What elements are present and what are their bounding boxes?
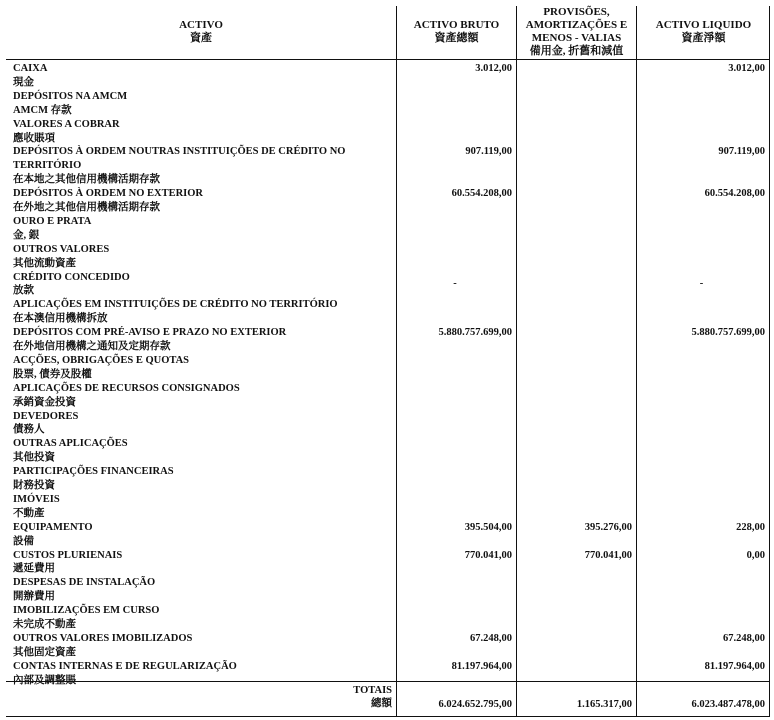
- row-label-zh: 金, 銀: [13, 229, 40, 241]
- totals-label-zh: 總額: [371, 698, 392, 709]
- row-label-zh: 其他流動資產: [13, 257, 76, 269]
- totals-provisoes: 1.165.317,00: [576, 699, 632, 710]
- header-liquido-zh: 資產淨額: [681, 32, 726, 44]
- row-label-pt: CONTAS INTERNAS E DE REGULARIZAÇÃO: [13, 660, 237, 672]
- header-rule: [6, 59, 770, 60]
- table-row: [13, 187, 393, 215]
- table-row: [13, 493, 393, 521]
- row-label-pt: CRÉDITO CONCEDIDO: [13, 271, 130, 283]
- cell-activo-bruto: 60.554.208,00: [451, 188, 512, 200]
- table-right-border: [769, 6, 770, 717]
- row-label-zh: 其他投資: [13, 452, 55, 464]
- header-prov-line2: AMORTIZAÇÕES E: [525, 19, 628, 31]
- row-label-pt: PARTICIPAÇÕES FINANCEIRAS: [13, 466, 174, 478]
- totals-label-pt: TOTAIS: [353, 685, 392, 696]
- table-bottom-border: [6, 716, 770, 717]
- row-label-pt: DEPÓSITOS À ORDEM NO EXTERIOR: [13, 188, 204, 200]
- header-bruto-pt: ACTIVO BRUTO: [413, 19, 500, 31]
- cell-activo-bruto: 67.248,00: [470, 632, 512, 644]
- table-row: [13, 145, 393, 187]
- table-row: [13, 298, 393, 326]
- row-label-zh: 在本地之其他信用機構活期存款: [13, 174, 160, 186]
- cell-activo-liquido: 60.554.208,00: [704, 188, 765, 200]
- header-prov-line1: PROVISÕES,: [543, 6, 610, 18]
- table-row: [13, 118, 393, 146]
- table-row: [13, 549, 393, 577]
- row-label-pt: OUTROS VALORES IMOBILIZADOS: [13, 632, 193, 644]
- header-prov-line3: MENOS - VALIAS: [531, 32, 622, 44]
- row-label-pt: APLICAÇÕES DE RECURSOS CONSIGNADOS: [13, 382, 240, 394]
- row-label-zh: 承銷資金投資: [13, 396, 76, 408]
- row-label-pt: VALORES A COBRAR: [13, 118, 120, 130]
- cell-activo-bruto: 5.880.757.699,00: [438, 327, 512, 339]
- header-activo: [6, 19, 396, 45]
- balance-sheet-table: [6, 6, 770, 717]
- table-row: [13, 576, 393, 604]
- row-label-zh: 在外地信用機構之通知及定期存款: [13, 341, 171, 352]
- totals-label: [296, 684, 392, 710]
- row-label-pt: OURO E PRATA: [13, 215, 92, 227]
- row-label-pt: IMÓVEIS: [13, 493, 60, 505]
- row-label-zh: 其他固定資產: [13, 646, 76, 658]
- cell-provisoes: 770.041,00: [584, 549, 632, 561]
- cell-activo-liquido: 67.248,00: [723, 632, 765, 644]
- table-row: [13, 62, 393, 90]
- table-row: [13, 354, 393, 382]
- row-label-pt: DEVEDORES: [13, 410, 79, 422]
- row-label-pt: CAIXA: [13, 63, 48, 74]
- row-label-zh: 現金: [13, 76, 34, 88]
- table-row: [13, 215, 393, 243]
- row-label-zh: 財務投資: [13, 480, 55, 491]
- row-label-pt: DESPESAS DE INSTALAÇÃO: [13, 577, 156, 589]
- header-provisoes: [517, 6, 636, 58]
- header-activo-zh: 資產: [190, 32, 212, 44]
- cell-activo-bruto: 395.504,00: [464, 521, 512, 533]
- header-bruto-zh: 資產總額: [434, 32, 479, 44]
- table-row: [13, 90, 393, 118]
- row-label-pt: EQUIPAMENTO: [13, 521, 93, 533]
- cell-activo-liquido: 5.880.757.699,00: [691, 327, 765, 339]
- row-label-zh: 在外地之其他信用機構活期存款: [13, 202, 160, 213]
- table-row: [13, 521, 393, 549]
- row-label-zh: 在本澳信用機構拆放: [13, 313, 108, 325]
- header-liquido: [637, 19, 770, 45]
- row-label-pt: DEPÓSITOS COM PRÉ-AVISO E PRAZO NO EXTERIOR: [13, 327, 287, 339]
- totals-bruto: 6.024.652.795,00: [438, 699, 512, 710]
- row-label-zh: 設備: [13, 535, 34, 547]
- column-divider: [516, 6, 517, 717]
- row-label-pt: DEPÓSITOS À ORDEM NOUTRAS INSTITUIÇÕES DE CRÉDITO NO TERRITÓRIO: [13, 146, 346, 172]
- row-label-pt: OUTRAS APLICAÇÕES: [13, 438, 128, 450]
- row-label-zh: 應收賬項: [13, 132, 55, 144]
- row-label-zh: 債務人: [13, 424, 45, 436]
- cell-activo-bruto: 907.119,00: [465, 146, 512, 158]
- column-divider: [396, 6, 397, 717]
- table-row: [13, 271, 393, 299]
- row-label-zh: 未完成不動產: [13, 619, 76, 630]
- row-label-pt: OUTROS VALORES: [13, 243, 110, 255]
- cell-activo-liquido: 907.119,00: [718, 146, 765, 158]
- header-prov-zh: 備用金, 折舊和減值: [529, 45, 624, 57]
- header-liquido-pt: ACTIVO LIQUIDO: [655, 19, 752, 31]
- table-row: [13, 465, 393, 493]
- cell-activo-bruto: 770.041,00: [464, 549, 512, 561]
- cell-activo-bruto: 3.012,00: [475, 63, 512, 74]
- row-label-pt: DEPÓSITOS NA AMCM: [13, 90, 128, 102]
- table-row: [13, 437, 393, 465]
- cell-activo-liquido: 81.197.964,00: [704, 660, 765, 672]
- row-label-pt: CUSTOS PLURIENAIS: [13, 549, 123, 561]
- row-label-zh: 內部及調整賬: [13, 674, 76, 686]
- cell-activo-liquido: -: [699, 278, 704, 290]
- cell-activo-liquido: 228,00: [736, 521, 765, 533]
- table-row: [13, 632, 393, 660]
- table-row: [13, 243, 393, 271]
- row-label-pt: IMOBILIZAÇÕES EM CURSO: [13, 605, 160, 617]
- row-label-zh: AMCM 存款: [13, 104, 72, 116]
- table-row: [13, 410, 393, 438]
- row-label-pt: ACÇÕES, OBRIGAÇÕES E QUOTAS: [13, 354, 190, 366]
- row-label-pt: APLICAÇÕES EM INSTITUIÇÕES DE CRÉDITO NO TERRITÓRIO: [13, 299, 338, 311]
- row-label-zh: 遞延費用: [13, 563, 55, 575]
- cell-activo-liquido: 0,00: [746, 549, 765, 561]
- cell-activo-bruto: -: [453, 278, 457, 290]
- table-row: [13, 604, 393, 632]
- row-label-zh: 不動產: [13, 507, 45, 519]
- table-row: [13, 326, 393, 354]
- totals-liquido: 6.023.487.478,00: [691, 699, 765, 710]
- table-row: [13, 382, 393, 410]
- cell-provisoes: 395.276,00: [584, 521, 632, 533]
- row-label-zh: 開辦費用: [13, 591, 55, 603]
- cell-activo-bruto: 81.197.964,00: [451, 660, 512, 672]
- cell-activo-liquido: 3.012,00: [728, 63, 765, 74]
- header-activo-pt: ACTIVO: [179, 19, 223, 31]
- column-divider: [636, 6, 637, 717]
- row-label-zh: 放款: [13, 285, 34, 297]
- row-label-zh: 股票, 債券及股權: [13, 368, 92, 380]
- header-bruto: [397, 19, 516, 45]
